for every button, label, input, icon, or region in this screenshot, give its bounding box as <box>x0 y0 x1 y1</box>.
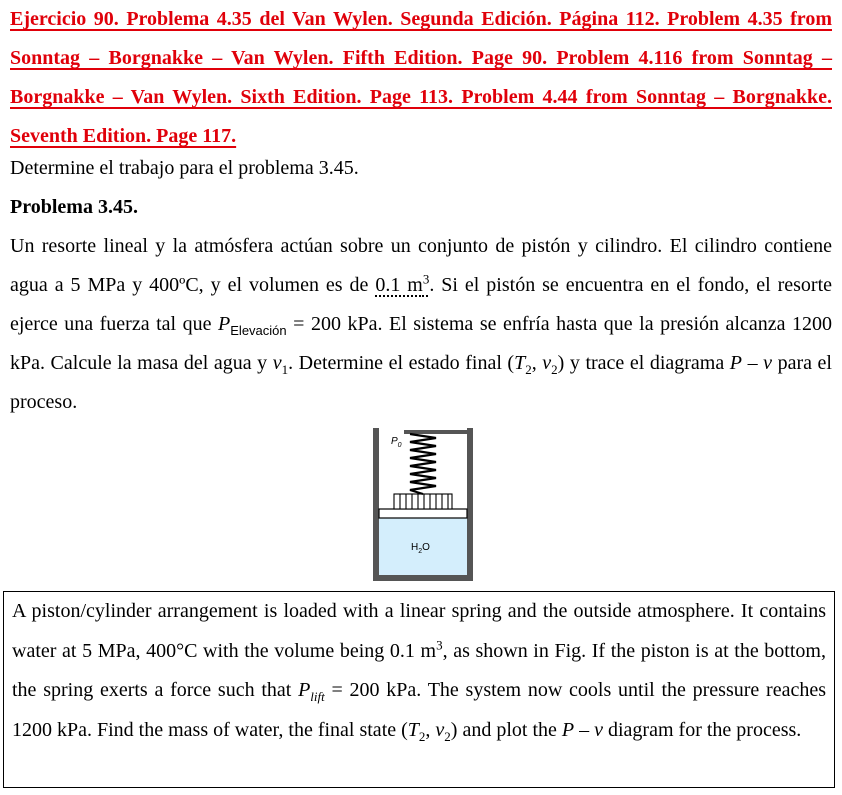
volume-value: 0.1 $m^3$ <box>375 271 430 296</box>
spanish-problem-statement: Un resorte lineal y la atmósfera actúan sobre un conjunto de pistón y cilindro. El cilindro contiene agua a 5 MPa y 400ºC, y el volumen es de 0.1 $m^3$. Si el pistón se encuentra en el fondo, el resorte ejerce una fuerza tal que $P_{Elevación} = 200$ kPa. El sistema se enfría hasta que la presión alcanza 1200 kPa. Calcule la masa del agua y $v_1$. Determine el estado final ($T_2$, $v_2$) y trace el diagrama P – v para el proceso. <box>10 235 833 413</box>
problem-label: Problema 3.45. <box>10 196 138 218</box>
exercise-heading-text: Ejercicio 90. Problema 4.35 del Van Wylen. Segunda Edición. Página 112. Problem 4.35 from Sonntag – Borgnakke – Van Wylen. Fifth Edition. Page 90. Problem 4.116 from Sonntag – Borgnakke – Van Wylen. Sixth Edition. Page 113. Problem 4.44 from Sonntag – Borgnakke. Seventh Edition. Page 117. <box>10 8 832 147</box>
spring <box>410 434 436 494</box>
english-problem-box <box>3 591 835 788</box>
piston-cylinder-figure <box>370 424 475 584</box>
water-label: $H_2O$ <box>411 542 430 555</box>
piston <box>379 509 467 518</box>
exercise-heading <box>10 0 832 156</box>
english-problem-statement: A piston/cylinder arrangement is loaded with a linear spring and the outside atmosphere. It contains water at 5 MPa, 400°C with the volume being 0.1 $m^3$, as shown in Fig. If the piston is at the bottom, the spring exerts a force such that $P_{lift} = 200$ kPa. The system now cools until the pressure reaches 1200 kPa. Find the mass of water, the final state ($T_2$, $v_2$) and plot the P – v diagram for the process. <box>12 600 826 744</box>
intro-text: Determine el trabajo para el problema 3.45. <box>10 157 359 179</box>
atmosphere-label: $P_0$ <box>391 436 402 449</box>
piston-ribs <box>394 494 452 509</box>
